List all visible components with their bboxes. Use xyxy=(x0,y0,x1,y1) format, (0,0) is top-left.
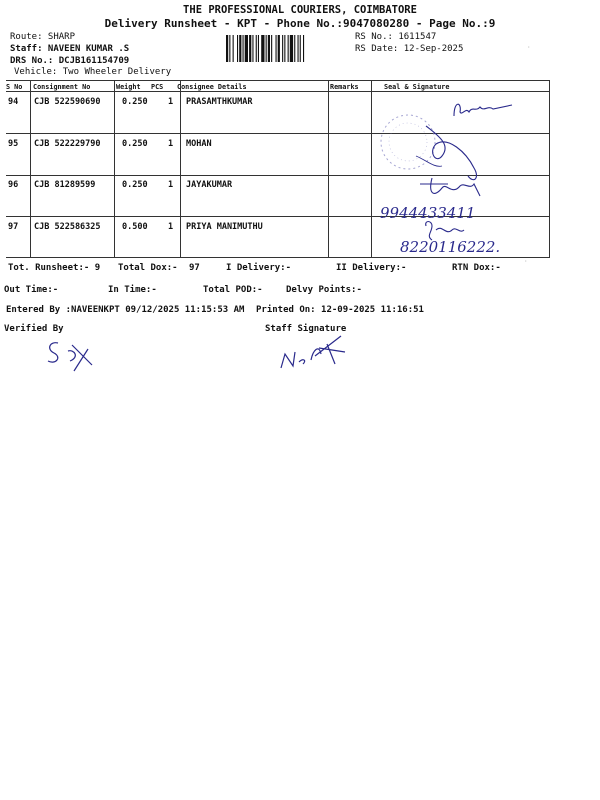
speck: · xyxy=(527,44,531,51)
rtn-dox: RTN Dox:- xyxy=(452,263,501,273)
col-divider xyxy=(30,81,31,257)
header-sno: S No xyxy=(6,83,23,91)
header-pcs: PCS xyxy=(151,83,164,91)
row-weight: 0.250 xyxy=(122,139,148,149)
runsheet-subtitle: Delivery Runsheet - KPT - Phone No.:9047080280 - Page No.:9 xyxy=(104,17,496,30)
total-dox-label: Total Dox:- xyxy=(118,263,178,273)
signature-prasamthkumar xyxy=(454,104,512,116)
barcode-bar xyxy=(271,35,272,62)
barcode-bar xyxy=(284,35,285,62)
speck: · xyxy=(524,258,528,265)
barcode xyxy=(226,35,351,62)
barcode-bar xyxy=(243,35,244,62)
handwritten-signatures xyxy=(370,90,550,260)
row-consignee: PRIYA MANIMUTHU xyxy=(186,222,263,232)
row-consignment: CJB 81289599 xyxy=(34,180,96,190)
barcode-bar xyxy=(278,35,280,62)
staff-label: Staff: NAVEEN KUMAR .S xyxy=(10,44,130,54)
row-consignee: JAYAKUMAR xyxy=(186,180,233,190)
barcode-bar xyxy=(226,35,228,62)
staff-signature-mark xyxy=(275,330,355,375)
row-pcs: 1 xyxy=(168,180,174,190)
total-pod: Total POD:- xyxy=(203,285,263,295)
barcode-bar xyxy=(239,35,241,62)
barcode-bar xyxy=(252,35,253,62)
barcode-bar xyxy=(303,35,304,62)
row-weight: 0.500 xyxy=(122,222,148,232)
in-time: In Time:- xyxy=(108,285,157,295)
barcode-bar xyxy=(268,35,270,62)
barcode-bar xyxy=(282,35,283,62)
barcode-bar xyxy=(256,35,257,62)
row-weight: 0.250 xyxy=(122,97,148,107)
total-dox-value: 97 xyxy=(189,263,200,273)
verified-by-label: Verified By xyxy=(4,324,64,334)
barcode-bar xyxy=(258,35,259,62)
barcode-bar xyxy=(237,35,238,62)
row-sno: 94 xyxy=(8,97,19,107)
header-seal: Seal & Signature xyxy=(384,83,450,91)
header-consignment: Consignment No xyxy=(33,83,91,91)
verifier-signature-stroke xyxy=(48,343,92,371)
company-name: THE PROFESSIONAL COURIERS, COIMBATORE xyxy=(183,4,417,16)
ii-delivery: II Delivery:- xyxy=(336,263,407,273)
rs-date: RS Date: 12-Sep-2025 xyxy=(355,44,464,54)
printed-on: Printed On: 12-09-2025 11:16:51 xyxy=(256,305,424,315)
barcode-bar xyxy=(298,35,299,62)
barcode-bar xyxy=(245,35,248,62)
drs-number: DRS No.: DCJB161154709 xyxy=(10,56,130,66)
tot-runsheet: Tot. Runsheet:- 9 xyxy=(8,263,101,273)
row-consignment: CJB 522590690 xyxy=(34,97,101,107)
signature-stroke xyxy=(416,156,442,166)
signature-jayakumar xyxy=(420,178,480,196)
col-divider xyxy=(328,81,329,257)
row-consignee: MOHAN xyxy=(186,139,212,149)
row-pcs: 1 xyxy=(168,222,174,232)
delvy-points: Delvy Points:- xyxy=(286,285,362,295)
vehicle-label: Vehicle: Two Wheeler Delivery xyxy=(14,67,172,77)
handwritten-phone-1: 9944433411 xyxy=(380,204,476,222)
barcode-bar xyxy=(290,35,293,62)
row-pcs: 1 xyxy=(168,139,174,149)
barcode-bar xyxy=(266,35,267,62)
barcode-bar xyxy=(294,35,295,62)
barcode-bar xyxy=(300,35,301,62)
header-consignee: Consignee Details xyxy=(177,83,247,91)
barcode-bar xyxy=(261,35,264,62)
barcode-bar xyxy=(249,35,251,62)
route-label: Route: SHARP xyxy=(10,32,76,42)
row-pcs: 1 xyxy=(168,97,174,107)
row-sno: 96 xyxy=(8,180,19,190)
entered-by: Entered By :NAVEENKPT 09/12/2025 11:15:53 AM xyxy=(6,305,245,315)
barcode-bar xyxy=(276,35,277,62)
row-consignment: CJB 522586325 xyxy=(34,222,101,232)
row-sno: 97 xyxy=(8,222,19,232)
header-remarks: Remarks xyxy=(330,83,359,91)
row-sno: 95 xyxy=(8,139,19,149)
row-weight: 0.250 xyxy=(122,180,148,190)
seal-stamp-inner xyxy=(389,123,427,161)
col-divider xyxy=(114,81,115,257)
staff-signature-label: Staff Signature xyxy=(265,324,347,334)
out-time: Out Time:- xyxy=(4,285,59,295)
staff-signature-stroke xyxy=(281,336,345,368)
verified-by-signature xyxy=(40,335,110,375)
barcode-bar xyxy=(233,35,234,62)
handwritten-phone-2: 8220116222. xyxy=(400,238,501,256)
row-consignee: PRASAMTHKUMAR xyxy=(186,97,253,107)
barcode-bar xyxy=(229,35,230,62)
barcode-bar xyxy=(288,35,289,62)
col-divider xyxy=(180,81,181,257)
header-weight: Weight xyxy=(116,83,141,91)
rs-number: RS No.: 1611547 xyxy=(355,32,437,42)
i-delivery: I Delivery:- xyxy=(226,263,292,273)
row-consignment: CJB 522229790 xyxy=(34,139,101,149)
